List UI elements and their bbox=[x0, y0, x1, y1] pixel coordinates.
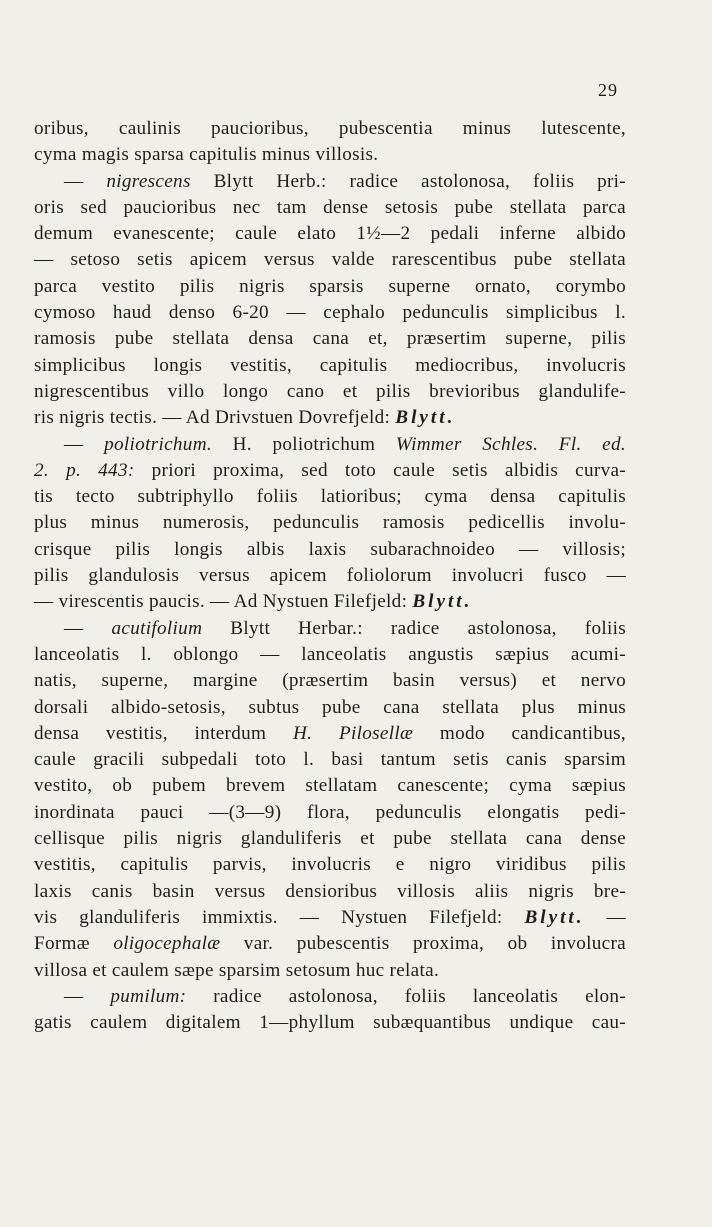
text-span: modo candicantibus, bbox=[413, 722, 626, 744]
text-span: H. poliotrichum bbox=[211, 433, 396, 455]
text-span: nigrescentibus villo longo cano et pilis brevioribus glandulife- bbox=[34, 380, 626, 402]
text-span: — bbox=[64, 985, 111, 1007]
text-line bbox=[34, 458, 626, 484]
text-span: — bbox=[64, 170, 107, 192]
text-line bbox=[34, 432, 626, 458]
text-span: oris sed paucioribus nec tam dense setosis pube stellata parca bbox=[34, 196, 626, 218]
italic-text: oligocephalæ bbox=[113, 933, 221, 955]
text-span: vis glanduliferis immixtis. — Nystuen Filefjeld: bbox=[34, 906, 525, 928]
text-span: parca vestito pilis nigris sparsis superne ornato, corymbo bbox=[34, 275, 626, 297]
text-span: simplicibus longis vestitis, capitulis mediocribus, involucris bbox=[34, 354, 626, 376]
text-span: lanceolatis l. oblongo — lanceolatis angustis sæpius acumi- bbox=[34, 643, 626, 665]
text-line bbox=[34, 800, 626, 826]
text-line bbox=[34, 510, 626, 536]
text-span: cyma magis sparsa capitulis minus villosis. bbox=[34, 144, 379, 166]
italic-text: 2. p. 443: bbox=[34, 459, 135, 481]
text-span: — setoso setis apicem versus valde rarescentibus pube stellata bbox=[34, 249, 626, 271]
text-line bbox=[34, 642, 626, 668]
text-span: Blytt Herbar.: radice astolonosa, foliis bbox=[202, 617, 627, 639]
text-line bbox=[34, 484, 626, 510]
text-span: Formæ bbox=[34, 933, 114, 955]
text-span: radice astolonosa, foliis lanceolatis elon- bbox=[186, 985, 626, 1007]
page-number: 29 bbox=[598, 80, 618, 100]
text-span: vestito, ob pubem brevem stellatam canescente; cyma sæpius bbox=[34, 775, 626, 797]
italic-text: Wimmer Schles. Fl. ed. bbox=[395, 433, 626, 455]
text-span: oribus, caulinis paucioribus, pubescentia minus lutescente, bbox=[34, 118, 626, 139]
text-line bbox=[34, 958, 626, 984]
text-line bbox=[34, 1010, 626, 1036]
text-line bbox=[34, 721, 626, 747]
text-span: pilis glandulosis versus apicem foliolorum involucri fusco — bbox=[34, 565, 626, 587]
text-line bbox=[34, 169, 626, 195]
text-span: tis tecto subtriphyllo foliis latioribus; cyma densa capitulis bbox=[34, 486, 626, 508]
text-line bbox=[34, 879, 626, 905]
text-span: — virescentis paucis. — Ad Nystuen Filefjeld: bbox=[34, 591, 413, 613]
text-line bbox=[34, 221, 626, 247]
text-span: Blytt Herb.: radice astolonosa, foliis pri- bbox=[190, 170, 626, 192]
text-line bbox=[34, 668, 626, 694]
text-span: laxis canis basin versus densioribus villosis aliis nigris bre- bbox=[34, 880, 626, 902]
author-name: Blytt. bbox=[395, 407, 456, 429]
text-line bbox=[34, 905, 626, 931]
text-line bbox=[34, 116, 626, 142]
text-line bbox=[34, 616, 626, 642]
text-line bbox=[34, 353, 626, 379]
text-line bbox=[34, 984, 626, 1010]
text-span: gatis caulem digitalem 1—phyllum subæquantibus undique cau- bbox=[34, 1012, 626, 1034]
text-span: priori proxima, sed toto caule setis albidis curva- bbox=[134, 459, 626, 481]
text-line bbox=[34, 326, 626, 352]
text-span: inordinata pauci —(3—9) flora, pedunculis elongatis pedi- bbox=[34, 801, 626, 823]
text-line bbox=[34, 274, 626, 300]
text-line bbox=[34, 300, 626, 326]
text-span: — bbox=[64, 433, 105, 455]
author-name: Blytt. bbox=[524, 906, 585, 928]
text-line bbox=[34, 747, 626, 773]
text-line bbox=[34, 142, 626, 168]
italic-text: poliotrichum. bbox=[104, 433, 212, 455]
text-line bbox=[34, 195, 626, 221]
text-span: caule gracili subpedali toto l. basi tantum setis canis sparsim bbox=[34, 749, 626, 771]
text-line bbox=[34, 931, 626, 957]
text-line bbox=[34, 537, 626, 563]
text-span: cellisque pilis nigris glanduliferis et pube stellata cana dense bbox=[34, 828, 626, 850]
text-span: var. pubescentis proxima, ob involucra bbox=[220, 933, 626, 955]
text-span: cymoso haud denso 6-20 — cephalo pedunculis simplicibus l. bbox=[34, 302, 626, 324]
text-line bbox=[34, 379, 626, 405]
text-span: — bbox=[64, 617, 112, 639]
text-line bbox=[34, 852, 626, 878]
text-line bbox=[34, 695, 626, 721]
text-line bbox=[34, 405, 626, 431]
italic-text: pumilum: bbox=[110, 985, 187, 1007]
text-line bbox=[34, 589, 626, 615]
text-span: demum evanescente; caule elato 1½—2 pedali inferne albido bbox=[34, 223, 626, 245]
italic-text: nigrescens bbox=[106, 170, 191, 192]
text-line bbox=[34, 247, 626, 273]
text-span: vestitis, capitulis parvis, involucris e nigro viridibus pilis bbox=[34, 854, 626, 876]
italic-text: acutifolium bbox=[111, 617, 203, 639]
text-span: villosa et caulem sæpe sparsim setosum huc relata. bbox=[34, 959, 440, 981]
text-span: plus minus numerosis, pedunculis ramosis pedicellis involu- bbox=[34, 512, 626, 534]
text-line bbox=[34, 563, 626, 589]
text-line bbox=[34, 826, 626, 852]
author-name: Blytt. bbox=[412, 591, 473, 613]
text-span: densa vestitis, interdum bbox=[34, 722, 293, 744]
text-span: — bbox=[584, 906, 626, 928]
text-span: ramosis pube stellata densa cana et, præsertim superne, pilis bbox=[34, 328, 626, 350]
body-text bbox=[34, 116, 626, 1036]
text-span: dorsali albido-setosis, subtus pube cana stellata plus minus bbox=[34, 696, 626, 718]
italic-text: H. Pilosellæ bbox=[292, 722, 414, 744]
text-span: crisque pilis longis albis laxis subarachnoideo — villosis; bbox=[34, 538, 626, 560]
text-line bbox=[34, 773, 626, 799]
text-span: natis, superne, margine (præsertim basin versus) et nervo bbox=[34, 670, 626, 692]
text-span: ris nigris tectis. — Ad Drivstuen Dovrefjeld: bbox=[34, 407, 396, 429]
